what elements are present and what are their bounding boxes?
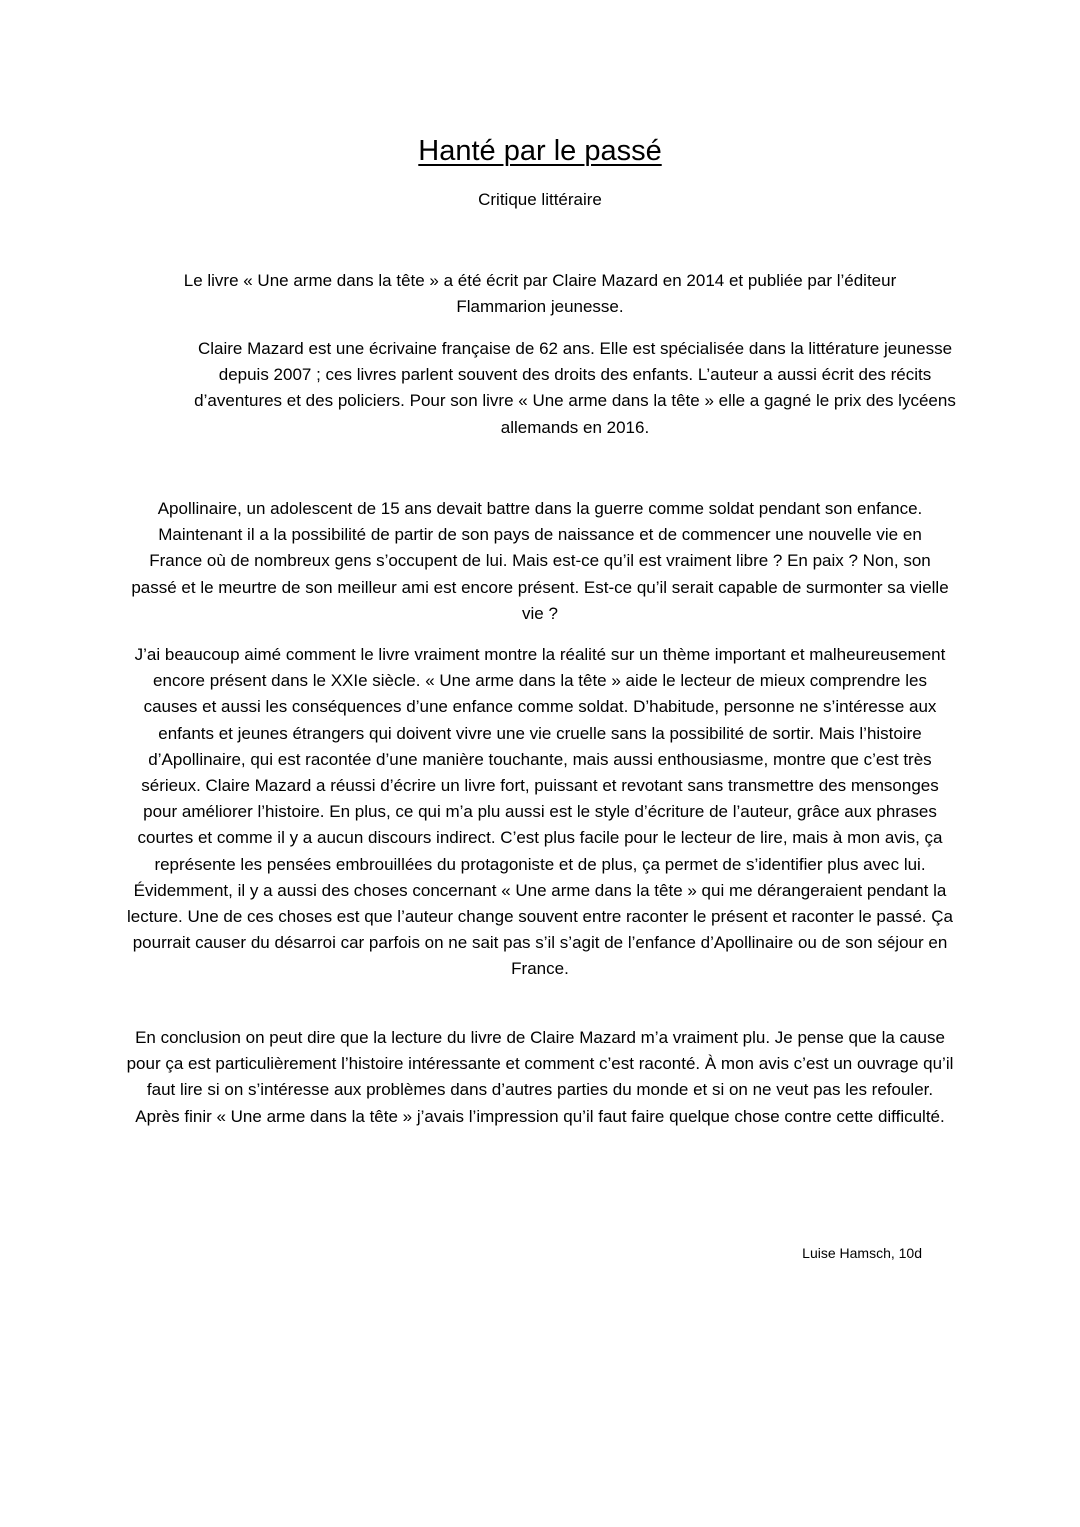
author-signature: Luise Hamsch, 10d xyxy=(802,1245,922,1261)
paragraph-book-intro: Le livre « Une arme dans la tête » a été écrit par Claire Mazard en 2014 et publiée par l’éditeur Flammarion jeunesse. xyxy=(183,271,897,317)
paragraph-conclusion: En conclusion on peut dire que la lecture du livre de Claire Mazard m’a vraiment plu. Je pense que la cause pour ça est particulièrement l’histoire intéressante et comment c’est raconté. À mon avis c’est un ouvrage qu’il faut lire si on s’intéresse aux problèmes dans d’autres parties du monde et si on ne veut pas les refouler. Après finir « Une arme dans la tête » j’avais l’impression qu’il faut faire quelque chose contre cette difficulté. xyxy=(126,1028,954,1126)
paragraph-author-bio: Claire Mazard est une écrivaine française de 62 ans. Elle est spécialisée dans la littérature jeunesse depuis 2007 ; ces livres parlent souvent des droits des enfants. L’auteur a aussi écrit des récits d’aventures et des policiers. Pour son livre « Une arme dans la tête » elle a gagné le prix des lycéens allemands en 2016. xyxy=(194,339,956,437)
document-title: Hanté par le passé xyxy=(418,135,662,167)
document-subtitle: Critique littéraire xyxy=(478,190,602,209)
paragraph-opinion: J’ai beaucoup aimé comment le livre vraiment montre la réalité sur un thème important et malheureusement encore présent dans le XXIe siècle. « Une arme dans la tête » aide le lecteur de mieux comprendre les causes et aussi les conséquences d’une enfance comme soldat. D’habitude, personne ne s’intéresse aux enfants et jeunes étrangers qui doivent vivre une vie cruelle sans la possibilité de sortir. Mais l’histoire d’Apollinaire, qui est racontée d’une manière touchante, mais aussi enthousiasme, montre que c’est très sérieux. Claire Mazard a réussi d’écrire un livre fort, puissant et revotant sans transmettre des mensonges pour améliorer l’histoire. En plus, ce qui m’a plu aussi est le style d’écriture de l’auteur, grâce aux phrases courtes et comme il y a aucun discours indirect. C’est plus facile pour le lecteur de lire, mais à mon avis, ça représente les pensées embrouillées du protagoniste et de plus, ça permet de s’identifier plus avec lui. Évidemment, il y a aussi des choses concernant « Une arme dans la tête » qui me dérangeraient pendant la lecture. Une de ces choses est que l’auteur change souvent entre raconter le présent et raconter le passé. Ça pourrait causer du désarroi car parfois on ne sait pas s’il s’agit de l’enfance d’Apollinaire ou de son séjour en France. xyxy=(127,645,953,979)
paragraph-summary: Apollinaire, un adolescent de 15 ans devait battre dans la guerre comme soldat pendant son enfance. Maintenant il a la possibilité de partir de son pays de naissance et de commencer une nouvelle vie en France où de nombreux gens s’occupent de lui. Mais est-ce qu’il est vraiment libre ? En paix ? Non, son passé et le meurtre de son meilleur ami est encore présent. Est-ce qu’il serait capable de surmonter sa vielle vie ? xyxy=(131,499,949,623)
